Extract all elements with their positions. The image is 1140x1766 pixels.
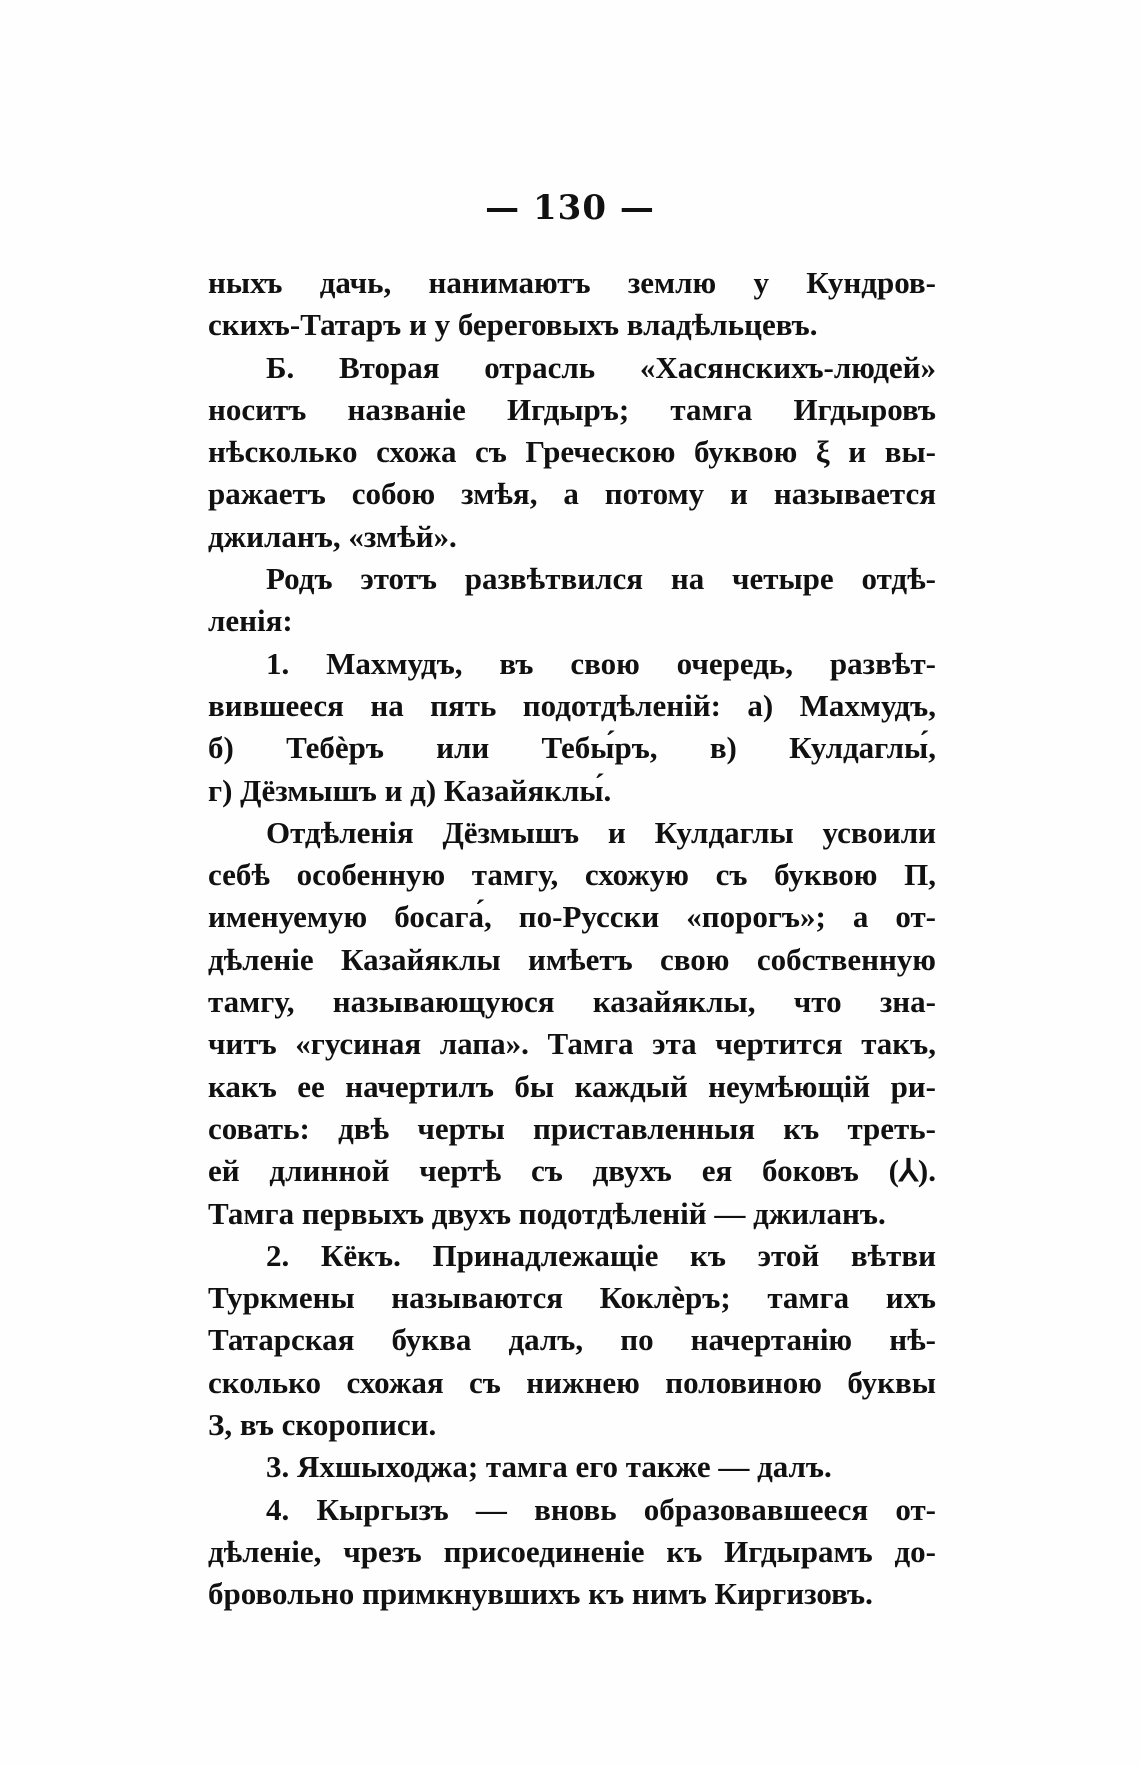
text-line: 1. Махмудъ, въ свою очередь, развѣт- (266, 645, 936, 681)
text-line: совать: двѣ черты приставленныя къ треть- (208, 1110, 936, 1146)
text-line: 3. Яхшыходжа; тамга его также — далъ. (266, 1449, 832, 1485)
text-line: бровольно примкнувшихъ къ нимъ Киргизовъ. (208, 1576, 873, 1612)
text-line: именуемую босага́, по-Русски «порогъ»; а от- (208, 899, 936, 935)
text-line: Родъ этотъ развѣтвился на четыре отдѣ- (266, 561, 936, 597)
text-line: дѣленіе Казайяклы имѣетъ свою собственную (208, 941, 936, 977)
body-text (208, 262, 936, 1616)
text-line: скихъ-Татаръ и у береговыхъ владѣльцевъ. (208, 307, 818, 343)
text-line: себѣ особенную тамгу, схожую съ буквою П, (208, 857, 936, 893)
text-line: вившееся на пять подотдѣленій: а) Махмудъ, (208, 687, 936, 723)
text-line: Татарская буква далъ, по начертанію нѣ- (208, 1322, 936, 1358)
text-line: дѣленіе, чрезъ присоединеніе къ Игдырамъ до- (208, 1533, 936, 1569)
text-line: джиланъ, «змѣй». (208, 518, 457, 554)
text-line: носитъ названіе Игдыръ; тамга Игдыровъ (208, 391, 936, 427)
text-line: 4. Кыргызъ — вновь образовавшееся от- (266, 1491, 936, 1527)
text-line: З, въ скорописи. (208, 1407, 437, 1443)
text-line: ражаетъ собою змѣя, а потому и называется (208, 476, 936, 512)
text-line: ныхъ дачь, нанимаютъ землю у Кундров- (208, 265, 936, 300)
text-line: нѣсколько схожа съ Греческою буквою ξ и вы- (208, 434, 936, 470)
text-line: Б. Вторая отрасль «Хасянскихъ-людей» (266, 349, 936, 385)
text-line: Отдѣленія Дёзмышъ и Кулдаглы усвоили (266, 814, 936, 850)
text-line: тамгу, называющуюся казайяклы, что зна- (208, 984, 936, 1020)
page-number-header: — 130 — (485, 188, 655, 228)
text-line: Туркмены называются Коклѐръ; тамга ихъ (208, 1280, 936, 1316)
text-line: ленія: (208, 603, 293, 639)
text-line: г) Дёзмышъ и д) Казайяклы́. (208, 772, 612, 808)
text-line: б) Тебѐръ или Тебы́ръ, в) Кулдаглы́, (208, 730, 936, 766)
text-line: Тамга первыхъ двухъ подотдѣленій — джиланъ. (208, 1195, 886, 1231)
text-line: сколько схожая съ нижнею половиною буквы (208, 1364, 936, 1400)
text-line: читъ «гусиная лапа». Тамга эта чертится такъ, (208, 1026, 936, 1062)
text-line: 2. Кёкъ. Принадлежащіе къ этой вѣтви (266, 1237, 936, 1273)
text-line: какъ ее начертилъ бы каждый неумѣющій ри- (208, 1068, 936, 1104)
text-line: ей длинной чертѣ съ двухъ ея боковъ (⅄). (208, 1153, 936, 1189)
